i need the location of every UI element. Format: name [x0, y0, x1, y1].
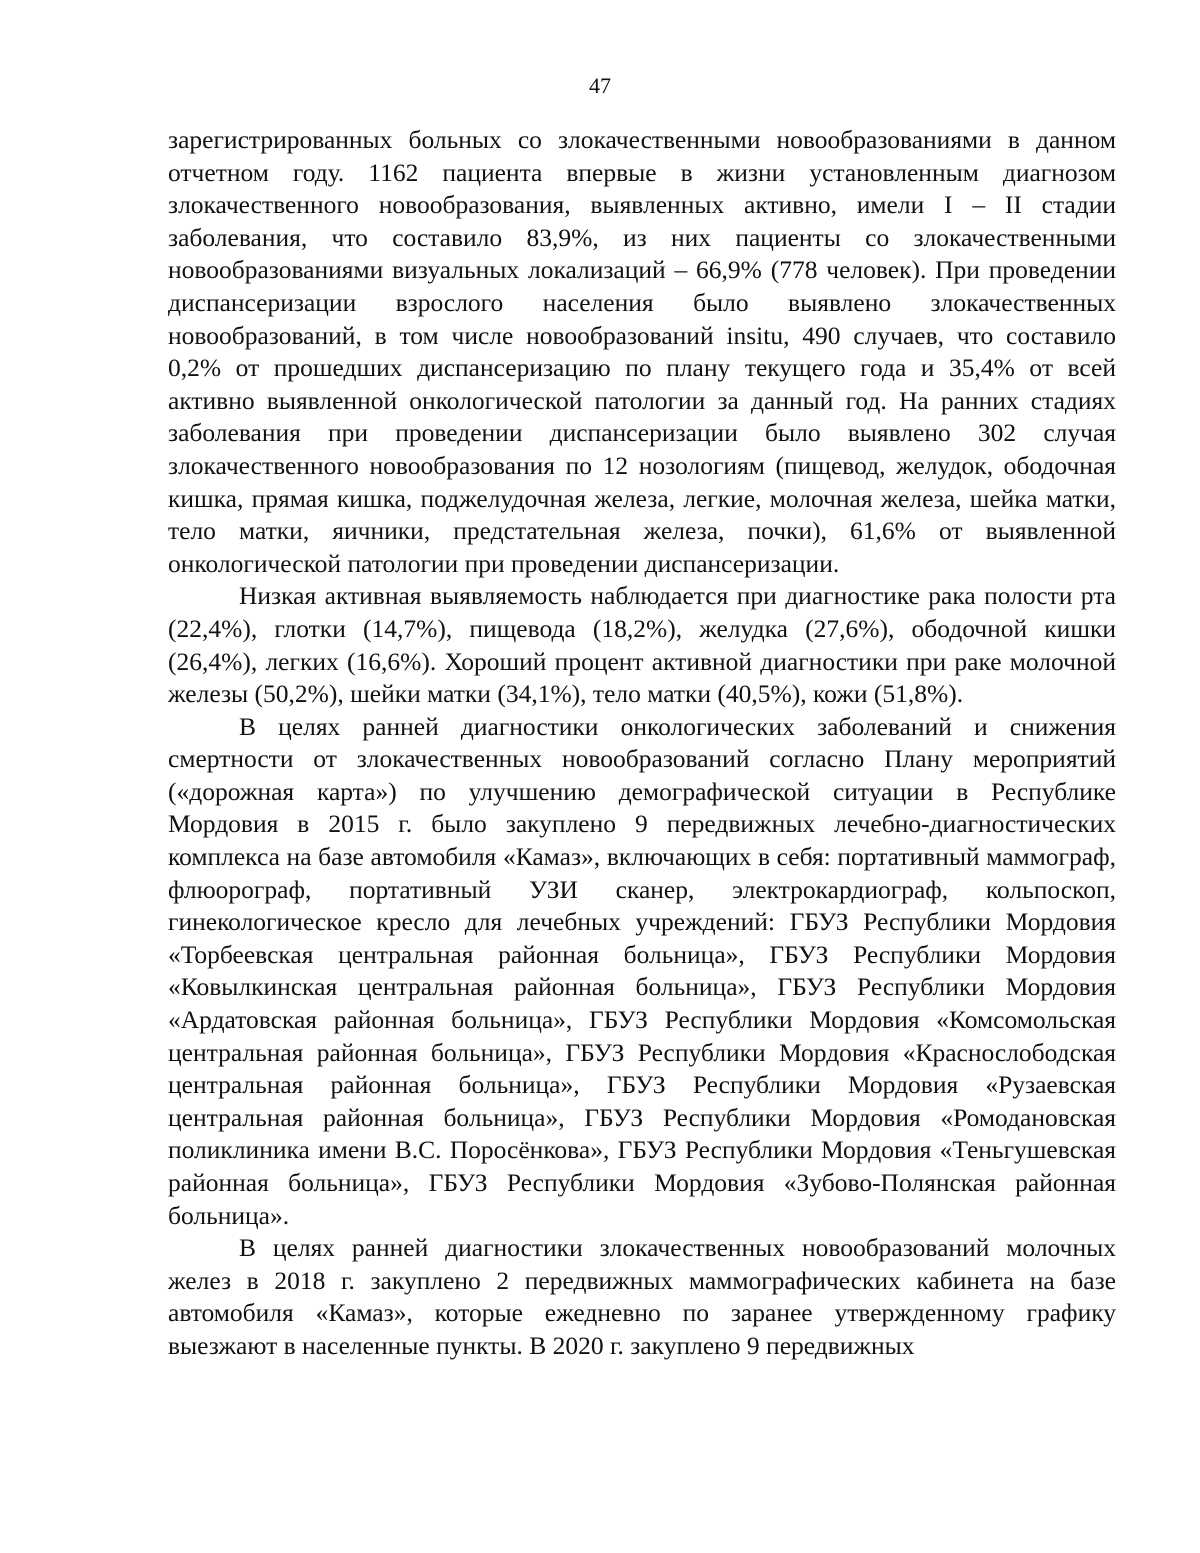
paragraph-continuation: зарегистрированных больных со злокачественными новообразованиями в данном отчетном году. 1162 пациента впервые в жизни установленным диагнозом злокачественного новообразования, выявленных активно, имели I – II стадии заболевания, что составило 83,9%, из них пациенты со злокачественными новообразованиями визуальных локализаций – 66,9% (778 человек). При проведении диспансеризации взрослого населения было выявлено злокачественных новообразований, в том числе новообразований insitu, 490 случаев, что составило 0,2% от прошедших диспансеризацию по плану текущего года и 35,4% от всей активно выявленной онкологической патологии за данный год. На ранних стадиях заболевания при проведении диспансеризации было выявлено 302 случая злокачественного новообразования по 12 нозологиям (пищевод, желудок, ободочная кишка, прямая кишка, поджелудочная железа, легкие, молочная железа, шейка матки, тело матки, яичники, предстательная железа, почки), 61,6% от выявленной онкологической патологии при проведении диспансеризации. [168, 125, 1116, 578]
paragraph-mobile-complexes: В целях ранней диагностики онкологических заболеваний и снижения смертности от злокачественных новообразований согласно Плану мероприятий («дорожная карта») по улучшению демографической ситуации в Республике Мордовия в 2015 г. было закуплено 9 передвижных лечебно-диагностических комплекса на базе автомобиля «Камаз», включающих в себя: портативный маммограф, флюорограф, портативный УЗИ сканер, электрокардиограф, кольпоскоп, гинекологическое кресло для лечебных учреждений: ГБУЗ Республики Мордовия «Торбеевская центральная районная больница», ГБУЗ Республики Мордовия «Ковылкинская центральная районная больница», ГБУЗ Республики Мордовия «Ардатовская районная больница», ГБУЗ Республики Мордовия «Комсомольская центральная районная больница», ГБУЗ Республики Мордовия «Краснослободская центральная районная больница», ГБУЗ Республики Мордовия «Рузаевская центральная районная больница», ГБУЗ Республики Мордовия «Ромодановская поликлиника имени В.С. Поросёнкова», ГБУЗ Республики Мордовия «Теньгушевская районная больница», ГБУЗ Республики Мордовия «Зубово-Полянская районная больница». [168, 711, 1116, 1230]
document-body [168, 124, 1116, 1363]
paragraph-low-detection: Низкая активная выявляемость наблюдается при диагностике рака полости рта (22,4%), глотки (14,7%), пищевода (18,2%), желудка (27,6%), ободочной кишки (26,4%), легких (16,6%). Хороший процент активной диагностики при раке молочной железы (50,2%), шейки матки (34,1%), тело матки (40,5%), кожи (51,8%). [168, 581, 1116, 709]
paragraph-mammography-cabinets: В целях ранней диагностики злокачественных новообразований молочных желез в 2018 г. закуплено 2 передвижных маммографических кабинета на базе автомобиля «Камаз», которые ежедневно по заранее утвержденному графику выезжают в населенные пункты. В 2020 г. закуплено 9 передвижных [168, 1233, 1116, 1360]
page-number: 47 [589, 73, 611, 98]
